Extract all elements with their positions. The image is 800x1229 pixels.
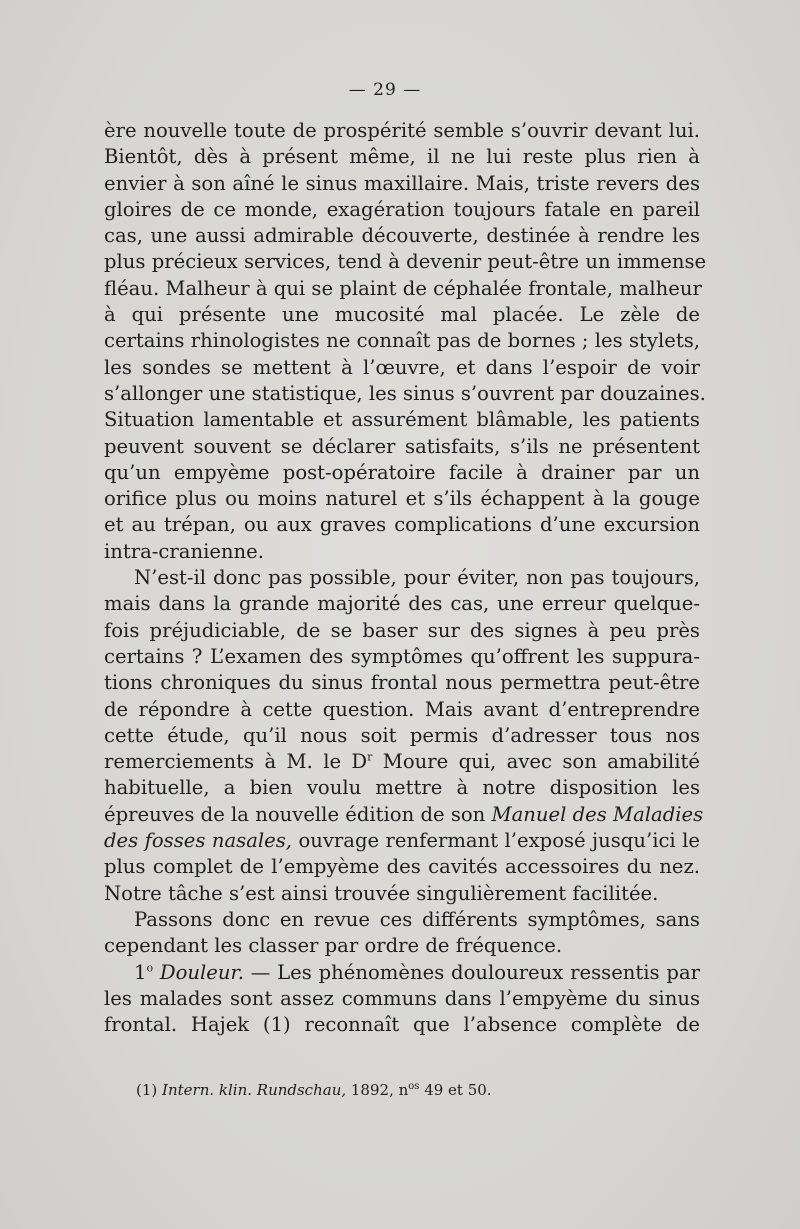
text-fragment: ouvrage renfermant l’exposé jusqu’ici le <box>292 829 700 853</box>
text-line: les malades sont assez communs dans l’empyème du sinus <box>104 986 700 1010</box>
text-line: habituelle, a bien voulu mettre à notre disposition les <box>104 776 700 800</box>
text-line: N’est-il donc pas possible, pour éviter, non pas toujours, <box>134 566 700 590</box>
paragraph-3 <box>104 907 700 960</box>
text-line: les sondes se mettent à l’œuvre, et dans l’espoir de voir <box>104 355 700 379</box>
section-title: Douleur. <box>159 960 244 984</box>
body-text <box>104 118 707 1038</box>
text-line: qu’un empyème post-opératoire facile à drainer par un <box>104 460 700 484</box>
text-line <box>104 802 704 828</box>
text-line: gloires de ce monde, exagération toujours fatale en pareil <box>104 197 700 221</box>
text-line: intra-cranienne. <box>104 539 264 563</box>
text-fragment: Moure qui, avec son amabilité <box>372 750 700 774</box>
footnote-marker: (1) <box>136 1081 158 1099</box>
text-line: Notre tâche s’est ainsi trouvée singulièrement facilitée. <box>104 881 659 905</box>
superscript: r <box>367 750 373 764</box>
text-line: cette étude, qu’il nous soit permis d’adresser tous nos <box>104 723 700 747</box>
text-line: mais dans la grande majorité des cas, une erreur quelque- <box>104 592 700 616</box>
text-line: peuvent souvent se déclarer satisfaits, s’ils ne présentent <box>104 434 700 458</box>
superscript: o <box>146 960 154 974</box>
text-line: tions chroniques du sinus frontal nous permettra peut-être <box>104 671 700 695</box>
text-line: Bientôt, dès à présent même, il ne lui reste plus rien à <box>104 145 700 169</box>
text-line: s’allonger une statistique, les sinus s’ouvrent par douzaines. <box>104 381 706 405</box>
text-line: envier à son aîné le sinus maxillaire. Mais, triste revers des <box>104 171 700 195</box>
text-line: plus précieux services, tend à devenir peut-être un immense <box>104 250 707 274</box>
book-title-cont: des fosses nasales, <box>104 829 293 853</box>
paragraph-2 <box>104 565 704 907</box>
text-fragment: épreuves de la nouvelle édition de son <box>104 802 486 826</box>
section-number: 1 <box>134 960 147 984</box>
text-line <box>104 960 700 986</box>
text-fragment: 49 et 50. <box>419 1081 492 1099</box>
text-line: à qui présente une mucosité mal placée. Le zèle de <box>104 303 700 327</box>
page-number: — 29 — <box>348 80 422 100</box>
text-line: frontal. Hajek (1) reconnaît que l’absence complète de <box>104 1013 700 1037</box>
paragraph-4 <box>104 960 700 1039</box>
text-line: certains ? L’examen des symptômes qu’offrent les suppura- <box>104 644 700 668</box>
text-line <box>104 749 700 775</box>
text-line: cependant les classer par ordre de fréquence. <box>104 934 563 958</box>
text-line <box>104 828 700 854</box>
text-line: de répondre à cette question. Mais avant d’entreprendre <box>104 697 700 721</box>
text-line: Passons donc en revue ces différents symptômes, sans <box>134 907 700 931</box>
text-line: et au trépan, ou aux graves complications d’une excursion <box>104 513 700 537</box>
text-fragment: remerciements à M. le D <box>104 750 368 774</box>
text-fragment: 1892, n <box>346 1081 409 1099</box>
text-line: orifice plus ou moins naturel et s’ils échappent à la gouge <box>104 487 700 511</box>
superscript: os <box>408 1081 420 1092</box>
text-line: ère nouvelle toute de prospérité semble s’ouvrir devant lui. <box>104 119 700 142</box>
text-line: plus complet de l’empyème des cavités accessoires du nez. <box>104 855 700 879</box>
journal-title: Intern. klin. Rundschau, <box>162 1081 347 1099</box>
book-title: Manuel des Maladies <box>491 802 704 826</box>
text-line: certains rhinologistes ne connaît pas de bornes ; les stylets, <box>104 329 700 353</box>
text-fragment: — Les phénomènes douloureux ressentis par <box>243 960 700 984</box>
text-line: cas, une aussi admirable découverte, destinée à rendre les <box>104 224 700 248</box>
text-line: fléau. Malheur à qui se plaint de céphalée frontale, malheur <box>104 276 702 300</box>
text-line: Situation lamentable et assurément blâmable, les patients <box>104 408 700 432</box>
text-line: fois préjudiciable, de se baser sur des signes à peu près <box>104 618 700 642</box>
paragraph-1 <box>104 118 707 565</box>
footnote <box>136 1080 656 1100</box>
